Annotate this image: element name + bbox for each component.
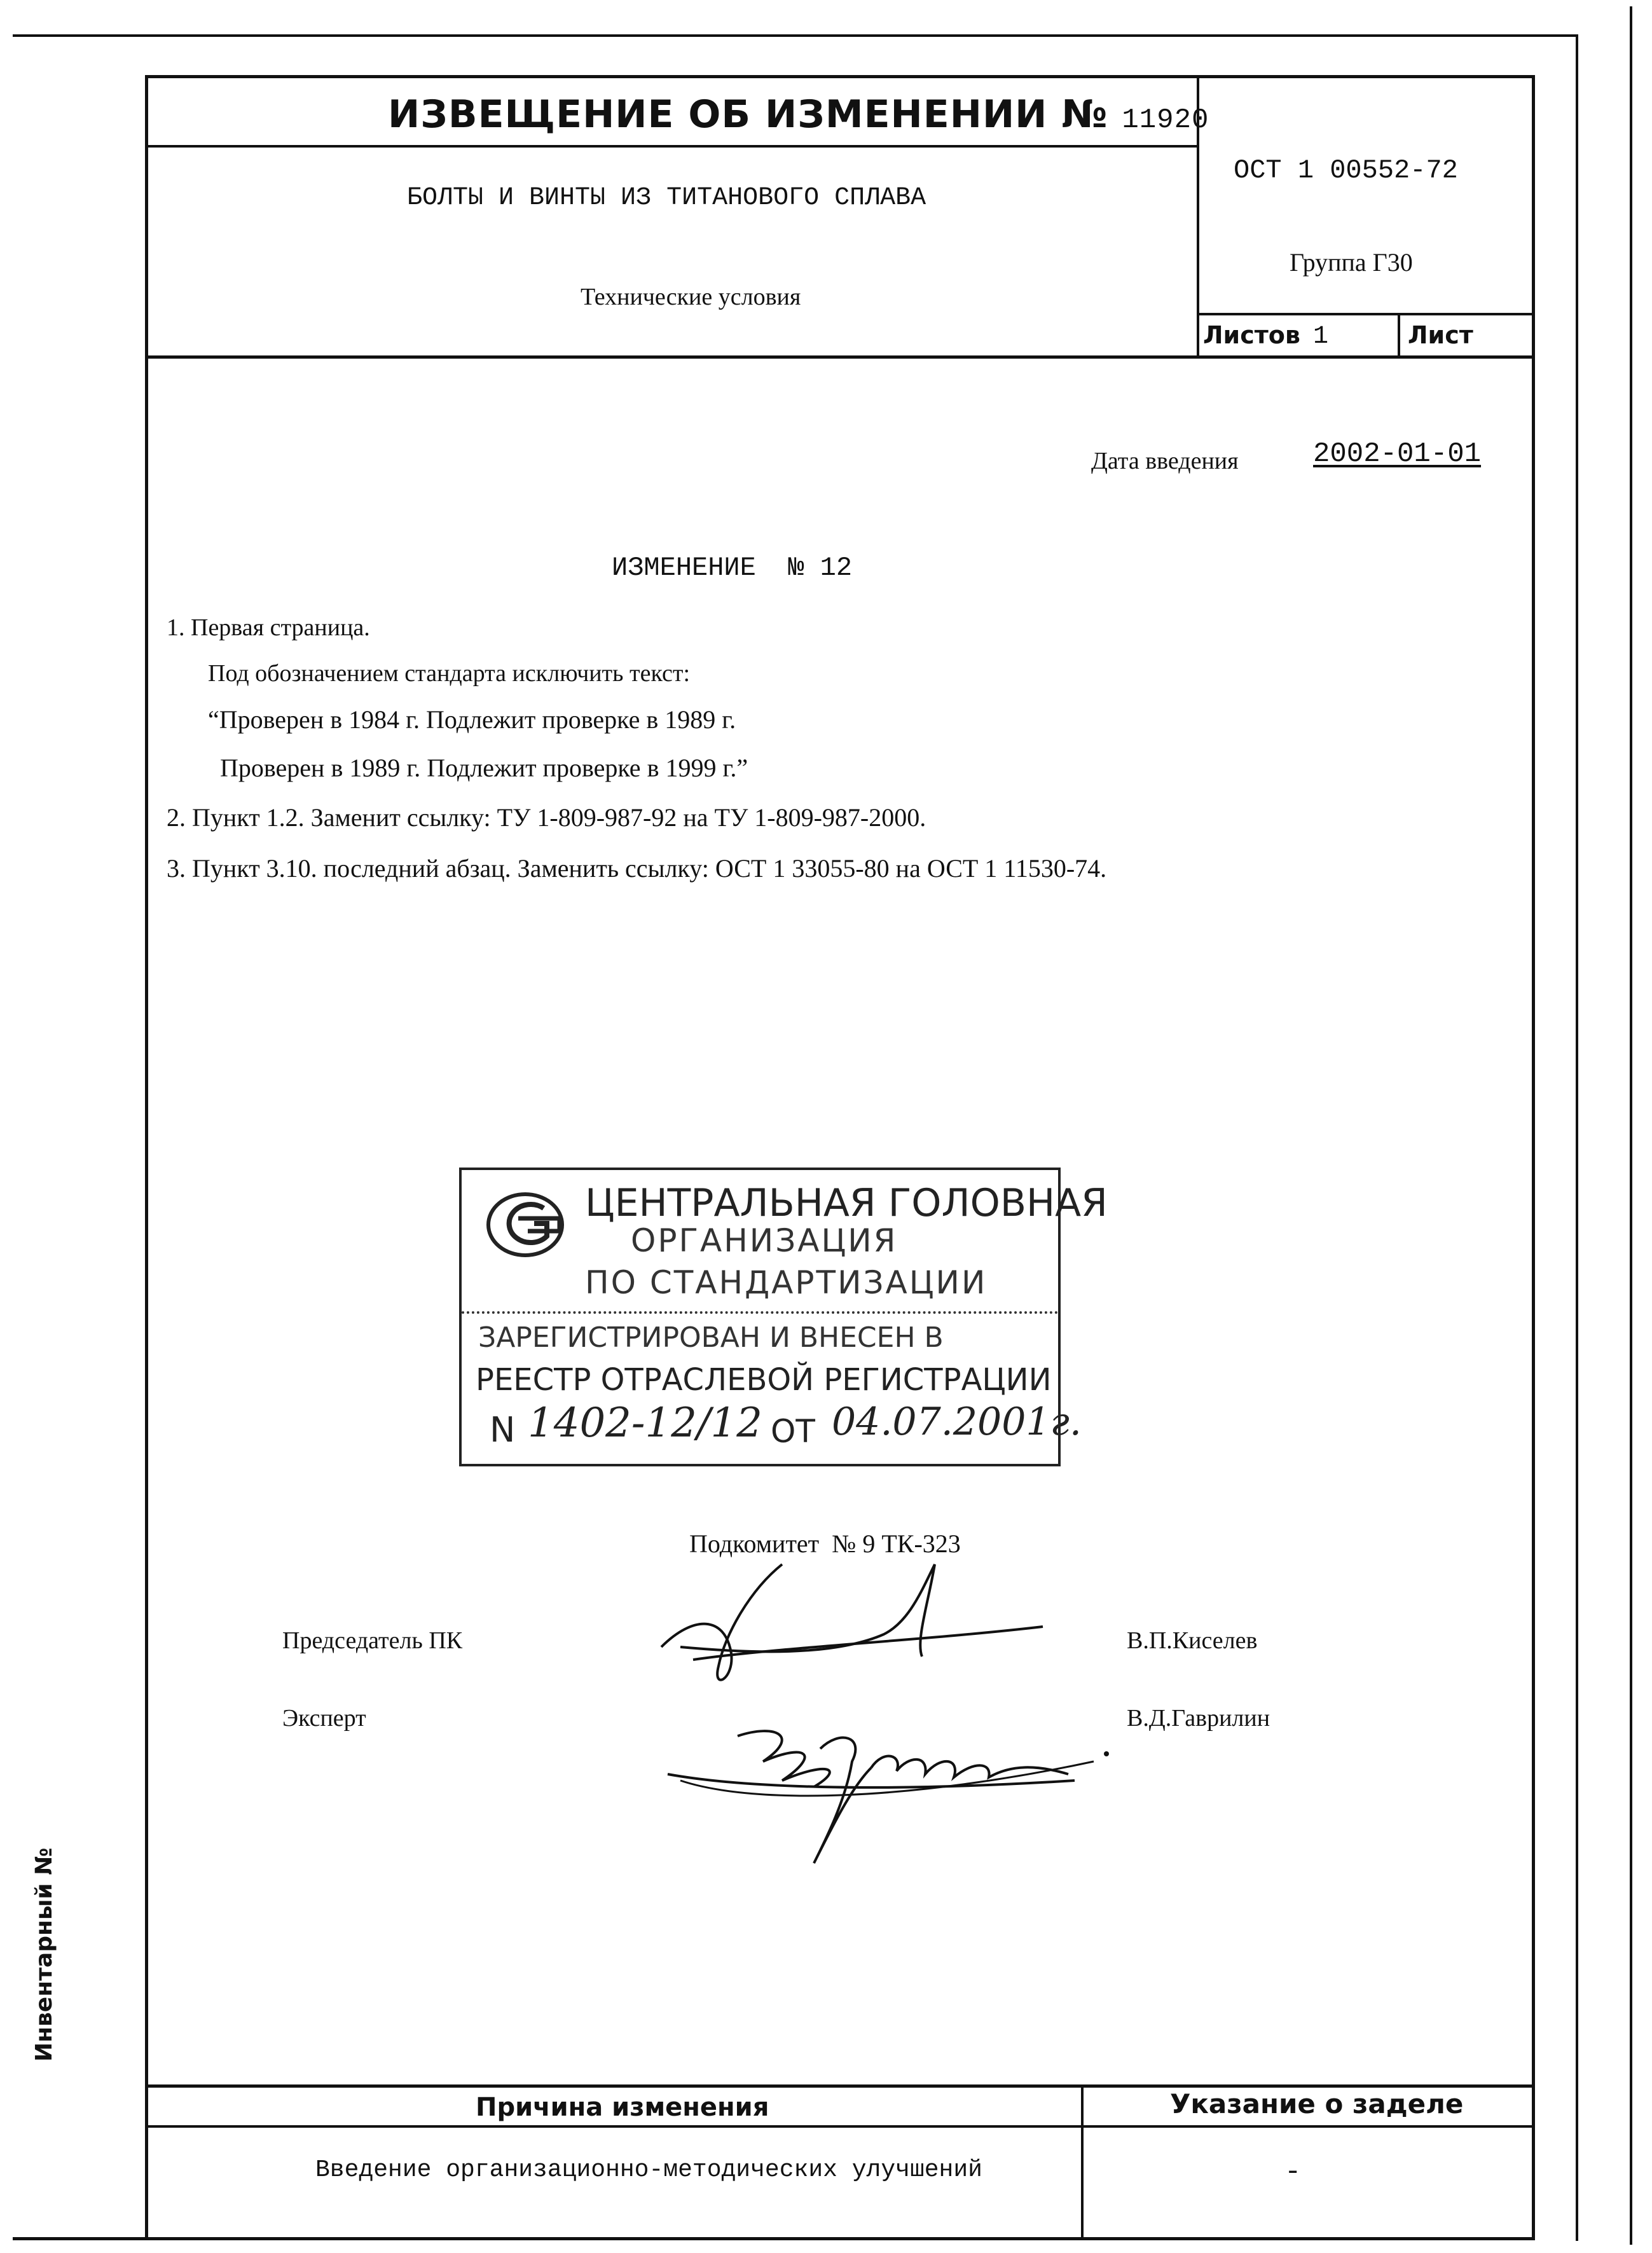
stamp-divider	[462, 1311, 1058, 1314]
stock-header: Указание о заделе	[1170, 2088, 1464, 2119]
sheets-row-line	[1197, 313, 1535, 315]
document-frame	[145, 75, 1535, 2240]
notice-title	[388, 92, 1209, 137]
footer-header-line	[145, 2125, 1535, 2128]
stamp-logo-icon	[483, 1187, 579, 1263]
right-edge-line	[1576, 34, 1578, 2241]
top-border-line	[13, 34, 1577, 37]
stamp-reg-no-value: 1402-12/12	[528, 1400, 762, 1447]
notice-number: 11920	[1122, 104, 1209, 136]
body-line-2: Под обозначением стандарта исключить текст:	[208, 660, 691, 687]
expert-signature	[661, 1711, 1119, 1870]
title-row-line	[145, 145, 1198, 148]
stamp-reg-date-label: ОТ	[771, 1413, 815, 1450]
standard-code: ОСТ 1 00552-72	[1234, 155, 1458, 186]
stamp-org-line3: ПО СТАНДАРТИЗАЦИИ	[585, 1264, 988, 1301]
date-value: 2002-01-01	[1313, 438, 1482, 470]
chair-signature	[655, 1552, 1049, 1698]
date-label: Дата введения	[1091, 448, 1239, 474]
chair-role: Председатель ПК	[282, 1627, 463, 1654]
body-line-6: 3. Пункт 3.10. последний абзац. Заменить ссылку: ОСТ 1 33055-80 на ОСТ 1 11530-74.	[167, 854, 1107, 883]
expert-role: Эксперт	[282, 1705, 366, 1732]
expert-name: В.Д.Гаврилин	[1127, 1705, 1270, 1732]
body-line-3: “Проверен в 1984 г. Подлежит проверке в 1989 г.	[208, 705, 736, 734]
reason-header: Причина изменения	[476, 2093, 769, 2122]
sheets-label: Листов	[1203, 321, 1300, 349]
stamp-org-line1: ЦЕНТРАЛЬНАЯ ГОЛОВНАЯ	[585, 1181, 1108, 1225]
stock-value: -	[1284, 2156, 1302, 2188]
chair-name: В.П.Киселев	[1127, 1627, 1258, 1654]
footer-column-divider	[1081, 2084, 1084, 2240]
group-code: Группа Г30	[1290, 248, 1413, 277]
sheets-value: 1	[1313, 322, 1329, 351]
change-title: ИЗМЕНЕНИЕ № 12	[612, 553, 853, 583]
reason-text: Введение организационно-методических улучшений	[315, 2156, 982, 2184]
stamp-reg-line1: ЗАРЕГИСТРИРОВАН И ВНЕСЕН В	[478, 1321, 944, 1354]
body-line-4: Проверен в 1989 г. Подлежит проверке в 1999 г.”	[220, 754, 748, 782]
stamp-reg-date-value: 04.07.2001г.	[832, 1400, 1082, 1444]
document-type: Технические условия	[581, 284, 801, 310]
inventory-number-label: Инвентарный №	[31, 1847, 57, 2062]
header-bottom-line	[145, 355, 1535, 359]
sheets-cell-divider	[1398, 313, 1400, 357]
stamp-reg-line2: РЕЕСТР ОТРАСЛЕВОЙ РЕГИСТРАЦИИ	[476, 1362, 1052, 1398]
far-right-edge-line	[1630, 6, 1632, 2245]
committee-label: Подкомитет № 9 ТК-323	[689, 1529, 961, 1558]
stamp-org-line2: ОРГАНИЗАЦИЯ	[631, 1222, 898, 1259]
sheet-label: Лист	[1408, 321, 1473, 349]
subject-title: БОЛТЫ И ВИНТЫ ИЗ ТИТАНОВОГО СПЛАВА	[407, 184, 926, 212]
footer-top-line	[145, 2084, 1535, 2088]
body-line-1: 1. Первая страница.	[167, 614, 370, 641]
body-line-5: 2. Пункт 1.2. Заменит ссылку: ТУ 1-809-987-92 на ТУ 1-809-987-2000.	[167, 803, 926, 832]
notice-title-text: ИЗВЕЩЕНИЕ ОБ ИЗМЕНЕНИИ №	[388, 92, 1108, 137]
stamp-reg-no-label: N	[490, 1410, 516, 1450]
